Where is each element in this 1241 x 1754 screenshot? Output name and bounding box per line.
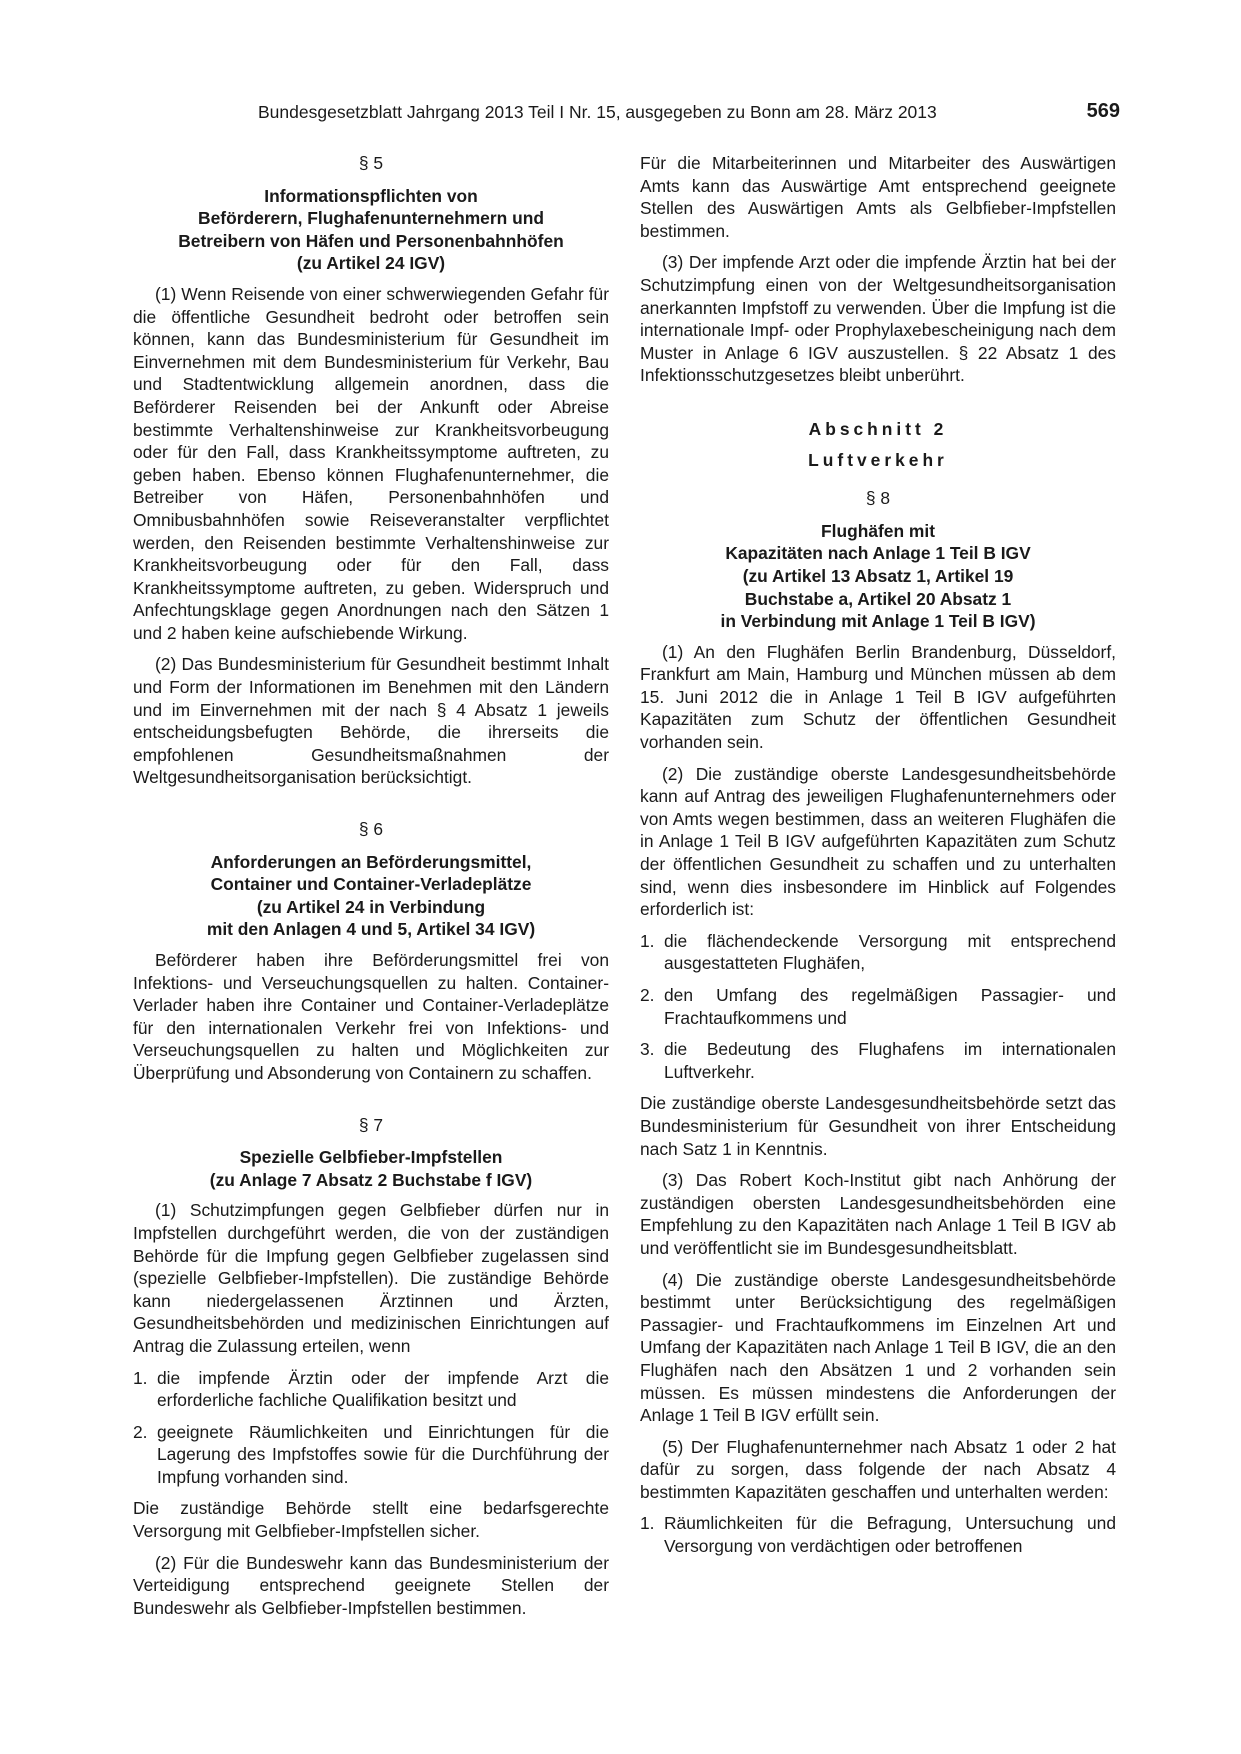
title-line: Flughäfen mit: [821, 520, 935, 541]
section-8-closing-sentence: Die zuständige oberste Landesgesundheitsbehörde setzt das Bundesministerium für Gesundheit von ihrer Entscheidung nach Satz 1 in Kenntnis.: [640, 1093, 1116, 1159]
section-6-paragraph-1: Beförderer haben ihre Beförderungsmittel frei von Infektions- und Verseuchungsquellen zu halten. Container-Verlader haben ihre Container und Container-Verladeplätze für den internationalen Verkehr frei von Infektions- und Verseuchungsquellen zu halten und Möglichkeiten zur Überprüfung und Absonderung von Containern zu schaffen.: [133, 950, 609, 1083]
chapter-label: Abschnitt 2: [808, 418, 948, 439]
title-line: (zu Artikel 24 in Verbindung: [256, 896, 486, 917]
list-text: die Bedeutung des Flughafens im internationalen Luftverkehr.: [664, 1039, 1116, 1082]
title-line: Anforderungen an Beförderungsmittel,: [210, 851, 532, 872]
list-text: die flächendeckende Versorgung mit entsprechend ausgestatteten Flughäfen,: [664, 930, 1116, 974]
chapter-title: Luftverkehr: [808, 449, 948, 470]
list-number: 1.: [640, 1513, 655, 1534]
section-7-closing-sentence: Die zuständige Behörde stellt eine bedarfsgerechte Versorgung mit Gelbfieber-Impfstellen sicher.: [133, 1498, 609, 1542]
section-7-title: [133, 1146, 609, 1191]
title-line: Buchstabe a, Artikel 20 Absatz 1: [744, 588, 1012, 609]
page-header: [258, 100, 1120, 128]
section-5-title: [133, 185, 609, 275]
section-sign-6: § 6: [358, 819, 384, 840]
section-sign-8: § 8: [865, 488, 891, 509]
list-number: 3.: [640, 1039, 655, 1060]
list-text: den Umfang des regelmäßigen Passagier- und Frachtaufkommens und: [664, 985, 1116, 1028]
section-8-paragraph-1: (1) An den Flughäfen Berlin Brandenburg, Düsseldorf, Frankfurt am Main, Hamburg und München müssen ab dem 15. Juni 2012 die in Anlage 1 Teil B IGV aufgeführten Kapazitäten zum Schutz der öffentlichen Gesundheit vorhanden sein.: [640, 641, 1116, 753]
section-7-paragraph-2: (2) Für die Bundeswehr kann das Bundesministerium der Verteidigung entsprechend geeignete Stellen der Bundeswehr als Gelbfieber-Impfstellen bestimmen.: [133, 1552, 609, 1618]
title-line: Beförderern, Flughafenunternehmern und: [198, 208, 544, 229]
page-number: 569: [1086, 100, 1120, 122]
list-item: [640, 1038, 1116, 1083]
title-line: Betreibern von Häfen und Personenbahnhöfen: [178, 230, 564, 251]
section-7-paragraph-3: (3) Der impfende Arzt oder die impfende Ärztin hat bei der Schutzimpfung einen von der Weltgesundheitsorganisation anerkannten Impfstoff zu verwenden. Über die Impfung ist die internationale Impf- oder Prophylaxebescheinigung nach dem Muster in Anlage 6 IGV auszustellen. § 22 Absatz 1 des Infektionsschutzgesetzes bleibt unberührt.: [640, 252, 1116, 386]
list-item: [640, 1512, 1116, 1557]
right-column: [640, 152, 1116, 1567]
title-line: Informationspflichten von: [264, 185, 478, 206]
list-item: [133, 1367, 609, 1412]
section-7-paragraph-1: (1) Schutzimpfungen gegen Gelbfieber dürfen nur in Impfstellen durchgeführt werden, die von der zuständigen Behörde für die Impfung gegen Gelbfieber zugelassen sind (spezielle Gelbfieber-Impfstellen). Die zuständige Behörde kann niedergelassenen Ärztinnen und Ärzten, Gesundheitsbehörden und medizinischen Einrichtungen auf Antrag die Zulassung erteilen, wenn: [133, 1200, 609, 1356]
section-8-paragraph-2: (2) Die zuständige oberste Landesgesundheitsbehörde kann auf Antrag des jeweiligen Flughafenunternehmers oder von Amts wegen bestimmen, dass an weiteren Flughäfen die in Anlage 1 Teil B IGV aufgeführten Kapazitäten zum Schutz der öffentlichen Gesundheit zu schaffen und zu unterhalten sind, wenn dies insbesondere im Hinblick auf Folgendes erforderlich ist:: [640, 763, 1116, 920]
section-8-title: [640, 520, 1116, 633]
section-8-paragraph-5: (5) Der Flughafenunternehmer nach Absatz 1 oder 2 hat dafür zu sorgen, dass folgende der nach Absatz 4 bestimmten Kapazitäten geschaffen und unterhalten werden:: [640, 1436, 1116, 1502]
title-line: Spezielle Gelbfieber-Impfstellen: [239, 1147, 503, 1168]
list-item: [640, 984, 1116, 1029]
list-text: Räumlichkeiten für die Befragung, Untersuchung und Versorgung von verdächtigen oder betroffenen: [664, 1513, 1116, 1557]
section-7-continuation: Für die Mitarbeiterinnen und Mitarbeiter des Auswärtigen Amts kann das Auswärtige Amt entsprechend geeignete Stellen des Auswärtigen Amts als Gelbfieber-Impfstellen bestimmen.: [640, 153, 1116, 241]
section-sign-7: § 7: [358, 1114, 384, 1135]
section-6-title: [133, 851, 609, 941]
title-line: (zu Artikel 24 IGV): [296, 253, 446, 274]
list-item: [640, 930, 1116, 975]
list-number: 2.: [640, 985, 655, 1005]
list-number: 1.: [133, 1367, 148, 1388]
section-8-paragraph-4: (4) Die zuständige oberste Landesgesundheitsbehörde bestimmt unter Berücksichtigung des regelmäßigen Passagier- und Frachtaufkommens im Einzelnen Art und Umfang der Kapazitäten nach Anlage 1 Teil B IGV, die an den Flughäfen nach den Absätzen 1 und 2 vorhanden sein müssen. Es müssen mindestens die Anforderungen der Anlage 1 Teil B IGV erfüllt sein.: [640, 1269, 1116, 1426]
list-text: die impfende Ärztin oder der impfende Arzt die erforderliche fachliche Qualifikation besitzt und: [157, 1367, 609, 1411]
section-5-paragraph-2: (2) Das Bundesministerium für Gesundheit bestimmt Inhalt und Form der Informationen im Benehmen mit den Ländern und im Einvernehmen mit der nach § 4 Absatz 1 jeweils entscheidungsbefugten Behörde, die ihrerseits die empfohlenen Gesundheitsmaßnahmen der Weltgesundheitsorganisation berücksichtigt.: [133, 654, 609, 788]
section-5-paragraph-1: (1) Wenn Reisende von einer schwerwiegenden Gefahr für die öffentliche Gesundheit bedroht oder betroffen sein können, kann das Bundesministerium für Gesundheit im Einvernehmen mit dem Bundesministerium für Verkehr, Bau und Stadtentwicklung allgemein anordnen, dass die Beförderer Reisenden bei der Ankunft oder Abreise bestimmte Verhaltenshinweise zur Krankheitsvorbeugung oder für den Fall, dass Krankheitssymptome auftreten, zu geben haben. Ebenso können Flughafenunternehmer, die Betreiber von Häfen, Personenbahnhöfen und Omnibusbahnhöfen sowie Reiseveranstalter verpflichtet werden, den Reisenden bestimmte Verhaltenshinweise zur Krankheitsvorbeugung oder für den Fall, dass Krankheitssymptome auftreten, zu geben. Widerspruch und Anfechtungsklage gegen Anordnungen nach den Sätzen 1 und 2 haben keine aufschiebende Wirkung.: [133, 283, 609, 643]
title-line: Kapazitäten nach Anlage 1 Teil B IGV: [725, 543, 1031, 564]
list-text: geeignete Räumlichkeiten und Einrichtungen für die Lagerung des Impfstoffes sowie für die Durchführung der Impfung vorhanden sind.: [157, 1421, 609, 1487]
list-item: [133, 1421, 609, 1489]
title-line: (zu Artikel 13 Absatz 1, Artikel 19: [742, 565, 1014, 586]
title-line: in Verbindung mit Anlage 1 Teil B IGV): [720, 611, 1036, 632]
title-line: (zu Anlage 7 Absatz 2 Buchstabe f IGV): [209, 1169, 533, 1190]
title-line: mit den Anlagen 4 und 5, Artikel 34 IGV): [206, 919, 536, 940]
header-text: Bundesgesetzblatt Jahrgang 2013 Teil I Nr. 15, ausgegeben zu Bonn am 28. März 2013: [258, 102, 937, 122]
section-sign-5: § 5: [358, 153, 384, 173]
section-8-paragraph-3: (3) Das Robert Koch-Institut gibt nach Anhörung der zuständigen obersten Landesgesundheitsbehörden eine Empfehlung zu den Kapazitäten nach Anlage 1 Teil B IGV ab und veröffentlicht sie im Bundesgesundheitsblatt.: [640, 1170, 1116, 1258]
list-number: 2.: [133, 1421, 148, 1442]
left-column: [133, 152, 609, 1628]
title-line: Container und Container-Verladeplätze: [210, 874, 532, 895]
list-number: 1.: [640, 930, 655, 951]
